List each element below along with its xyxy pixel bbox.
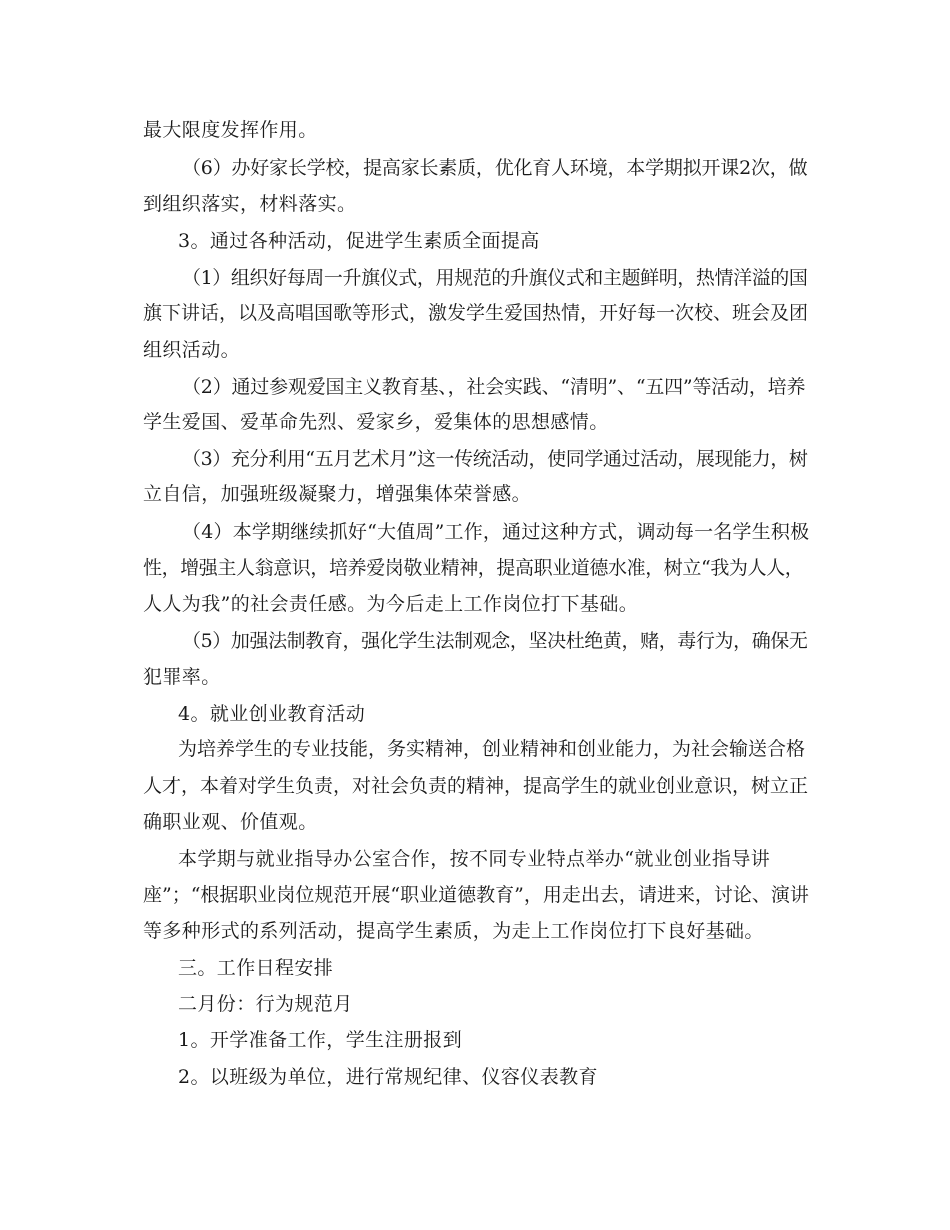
text-line: 到组织落实，材料落实。 [143,193,357,215]
text-line: 为培养学生的专业技能，务实精神，创业精神和创业能力，为社会输送合格 [178,738,806,760]
text-line: 等多种形式的系列活动，提高学生素质，为走上工作岗位打下良好基础。 [143,920,764,942]
text-line: 座”；“根据职业岗位规范开展“职业道德教育”，用走出去，请进来，讨论、演讲 [143,884,809,906]
text-line: （4）本学期继续抓好“大值周”工作，通过这种方式，调动每一名学生积极 [182,521,810,543]
text-line: 确职业观、价值观。 [143,811,318,833]
text-line: 立自信，加强班级凝聚力，增强集体荣誉感。 [143,483,532,505]
text-line: 性，增强主人翁意识，培养爱岗敬业精神，提高职业道德水准，树立“我为人人， [143,557,804,579]
text-line: 组织活动。 [143,339,241,361]
text-line: （2）通过参观爱国主义教育基、，社会实践、“清明”、“五四”等活动，培养 [182,376,806,398]
text-line: 1。开学准备工作，学生注册报到 [178,1029,463,1051]
text-line: 2。以班级为单位，进行常规纪律、仪容仪表教育 [178,1066,598,1088]
text-line: 三。工作日程安排 [178,957,334,979]
text-line: 3。通过各种活动，促进学生素质全面提高 [178,230,540,252]
text-line: 最大限度发挥作用。 [143,119,318,141]
text-line: （3）充分利用“五月艺术月”这一传统活动，使同学通过活动，展现能力，树 [182,448,808,470]
text-line: 人人为我”的社会责任感。为今后走上工作岗位打下基础。 [143,593,639,615]
text-line: 学生爱国、爱革命先烈、爱家乡，爱集体的思想感情。 [143,411,609,433]
text-line: （6）办好家长学校，提高家长素质，优化育人环境，本学期拟开课2次，做 [182,157,808,179]
text-line: 犯罪率。 [143,666,221,688]
text-line: 人才，本着对学生负责，对社会负责的精神，提高学生的就业创业意识，树立正 [143,775,809,797]
text-line: （5）加强法制教育，强化学生法制观念，坚决杜绝黄，赌，毒行为，确保无 [182,630,808,652]
text-line: （1）组织好每周一升旗仪式，用规范的升旗仪式和主题鲜明，热情洋溢的国 [182,267,808,289]
text-line: 4。就业创业教育活动 [178,703,366,725]
text-line: 二月份：行为规范月 [178,993,353,1015]
text-line: 本学期与就业指导办公室合作，按不同专业特点举办“就业创业指导讲 [178,848,771,870]
text-line: 旗下讲话，以及高唱国歌等形式，激发学生爱国热情，开好每一次校、班会及团 [143,302,809,324]
